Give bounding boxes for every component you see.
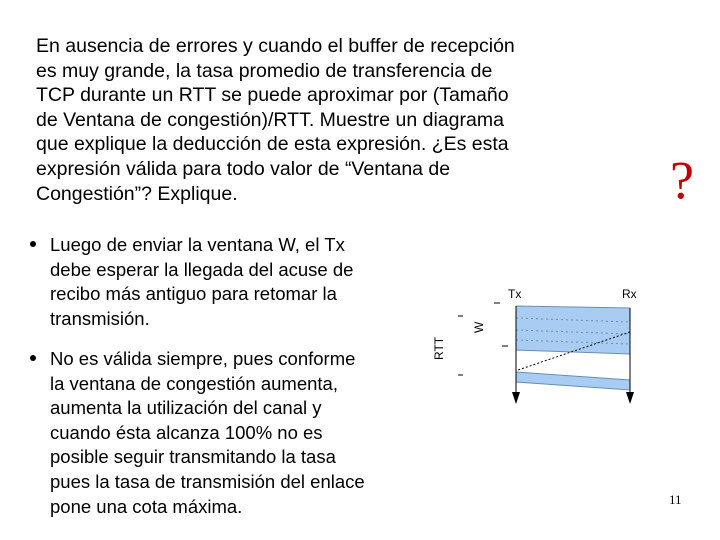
rtt-label: RTT [432, 336, 446, 360]
bullet-icon [30, 241, 36, 247]
question-line: que explique la deducción de esta expresión. ¿Es esta [36, 133, 509, 156]
answer-line: Luego de enviar la ventana W, el Tx [50, 234, 345, 255]
rx-label: Rx [622, 287, 637, 301]
answer-text [50, 233, 353, 331]
data-window-band [516, 306, 630, 354]
question-line: expresión válida para todo valor de “Ventana de [36, 157, 451, 180]
question-line: es muy grande, la tasa promedio de transferencia de [36, 59, 493, 82]
next-window-band [516, 372, 630, 390]
answer-line: debe esperar la llegada del acuse de [50, 258, 354, 280]
question-text [36, 34, 636, 206]
answer-line: aumenta la utilización del canal y [50, 397, 322, 419]
answer-line: pues la tasa de transmisión del enlace [50, 470, 365, 492]
question-line: Congestión”? Explique. [36, 182, 238, 205]
question-line: En ausencia de errores y cuando el buffer de recepción [36, 35, 515, 57]
answer-line: cuando ésta alcanza 100% no es [50, 421, 323, 443]
answer-line: pone una cota máxima. [50, 495, 243, 517]
question-mark-symbol: ? [670, 150, 694, 210]
answer-text [50, 347, 365, 519]
answer-line: recibo más antiguo para retomar la [50, 283, 337, 305]
rx-time-arrow-icon [626, 392, 634, 404]
bullet-icon [30, 355, 36, 361]
tx-label: Tx [508, 287, 522, 301]
question-line: TCP durante un RTT se puede aproximar por (Tamaño [36, 84, 509, 107]
tx-time-arrow-icon [512, 392, 520, 404]
page-number: 11 [669, 492, 682, 507]
w-label: W [472, 321, 486, 333]
answer-line: transmisión. [50, 307, 150, 329]
question-line: de Ventana de congestión)/RTT. Muestre un diagrama [36, 108, 504, 131]
answer-line: No es válida siempre, pues conforme [50, 348, 356, 369]
answer-line: la ventana de congestión aumenta, [50, 372, 338, 394]
answer-line: posible seguir transmitando la tasa [50, 446, 336, 468]
window-timing-diagram [428, 278, 658, 408]
